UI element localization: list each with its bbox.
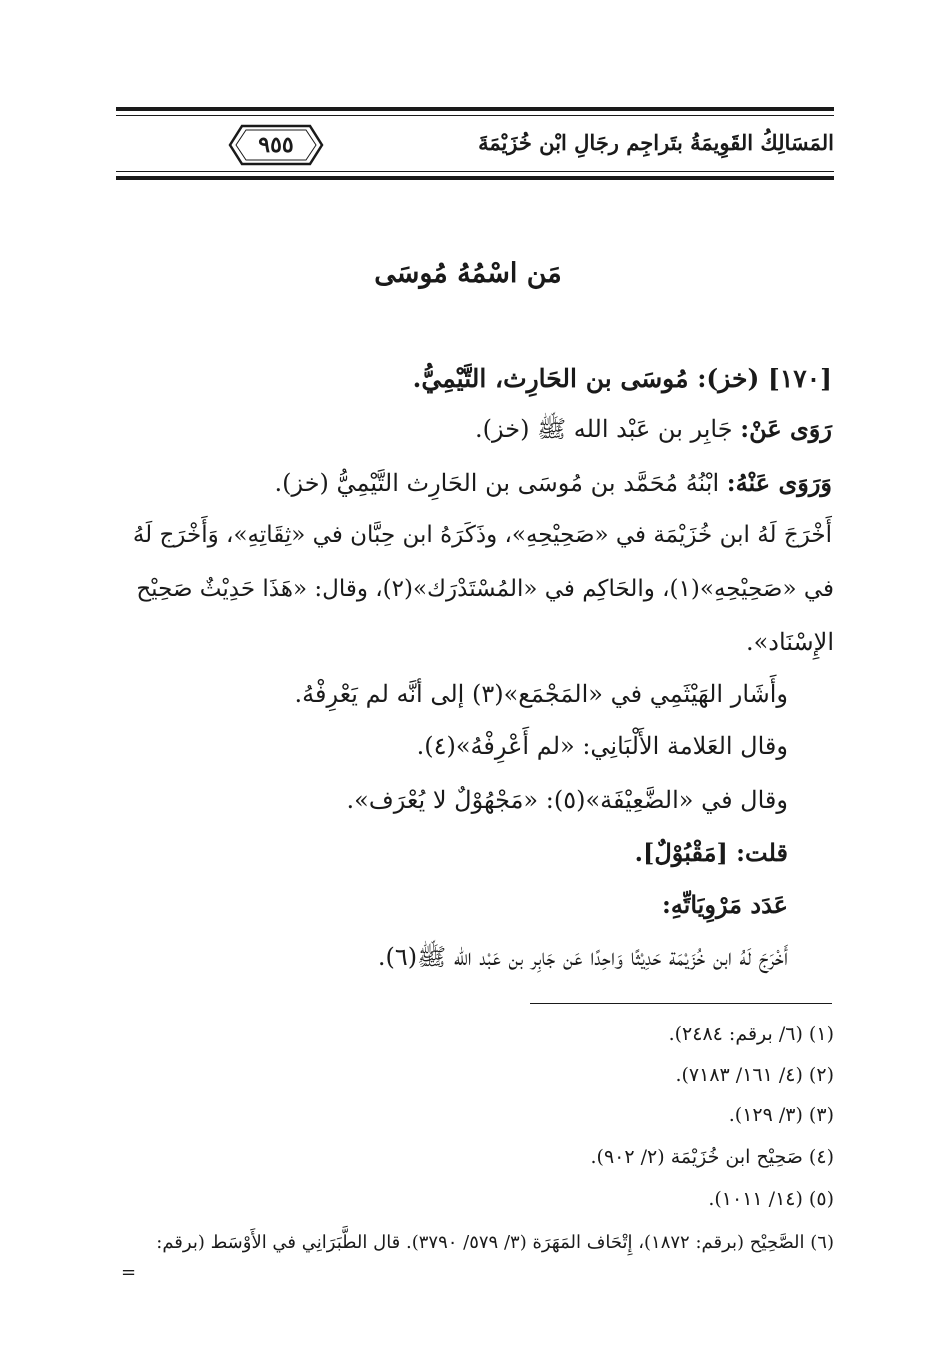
footnote-separator xyxy=(530,1003,832,1004)
footnote-item: (٣) (٣/ ١٢٩). xyxy=(728,1104,834,1126)
verdict-line: قلت: [مَقْبُوْلٌ]. xyxy=(634,838,788,867)
narrations-count-text: أَخْرَجَ لَهُ ابن خُزَيْمَة حَدِيْثًا وَاحِدًا عَن جَابِر بن عَبْد الله ﷺ(٦). xyxy=(377,943,788,971)
page-number-badge xyxy=(228,124,324,166)
albani-line: وقال العَلامة الأَلْبَانِي: «لم أَعْرِفْهُ»(٤). xyxy=(416,732,788,760)
narrated-by-text: ابْنُهُ مُحَمَّد بن مُوسَى بن الحَارِث التَّيْمِيُّ (خز). xyxy=(274,469,720,497)
narrated-by-label: وَرَوَى عَنْهُ: xyxy=(726,468,832,497)
footnote-item: (٤) صَحِيْح ابن خُزَيْمَة (٢/ ٩٠٢). xyxy=(590,1146,834,1168)
narrated-from-text: جَابِر بن عَبْد الله ﷺ (خز). xyxy=(475,415,733,443)
narrated-from-label: رَوَى عَنْ: xyxy=(740,414,832,443)
paragraph-line: الإِسْنَاد». xyxy=(745,628,834,656)
narrations-count-heading: عَدَد مَرْوِيَاتِّهِ: xyxy=(661,890,788,919)
haythami-line: وأَشَار الهَيْثَمِي في «المَجْمَع»(٣) إلى أنَّه لم يَعْرِفْهُ. xyxy=(294,680,788,708)
header-top-thin-rule xyxy=(116,115,834,116)
page-number: ٩٥٥ xyxy=(258,132,294,158)
header-top-rule xyxy=(116,107,834,111)
footnote-item: (١) (٦/ برقم: ٢٤٨٤). xyxy=(668,1023,834,1045)
daeefa-line: وقال في «الضَّعِيْفَة»(٥): «مَجْهُوْلٌ لا يُعْرَف». xyxy=(346,786,788,814)
narrated-by-line xyxy=(274,468,832,497)
header-bottom-thin-rule xyxy=(116,171,834,172)
narrated-from-line xyxy=(475,414,832,449)
section-title: مَن اسْمُهُ مُوسَى xyxy=(374,258,562,289)
continuation-mark: = xyxy=(121,1262,137,1283)
paragraph-line: أَخْرَجَ لَهُ ابن خُزَيْمَة في «صَحِيْحِهِ»، وذَكَرَهُ ابن حِبَّان في «ثِقَاتِهِ»، وَأَخْرَج لَهُ xyxy=(132,522,832,548)
paragraph-line: في «صَحِيْحِهِ»(١)، والحَاكِم في «المُسْتَدْرَك»(٢)، وقال: «هَذَا حَدِيْثٌ صَحِيْح xyxy=(136,576,834,602)
entry-heading: [١٧٠] (خز): مُوسَى بن الحَارِث، التَّيْمِيُّ. xyxy=(412,364,832,393)
header-bottom-rule xyxy=(116,176,834,180)
footnote-item: (٦) الصَّحِيْح (برقم: ١٨٧٢)، إِتْحَاف المَهَرَة (٣/ ٥٧٩/ ٣٧٩٠). قال الطَّبَرَانِي في الأَوْسَط (برقم: xyxy=(156,1232,834,1253)
running-title: المَسَالِكُ القَوِيمَةُ بتَراجِم رجَالِ ابْن خُزَيْمَةَ xyxy=(478,130,834,155)
footnote-item: (٢) (٤/ ١٦١/ ٧١٨٣). xyxy=(675,1064,834,1086)
footnote-item: (٥) (١٤/ ١٠١١). xyxy=(708,1188,834,1210)
